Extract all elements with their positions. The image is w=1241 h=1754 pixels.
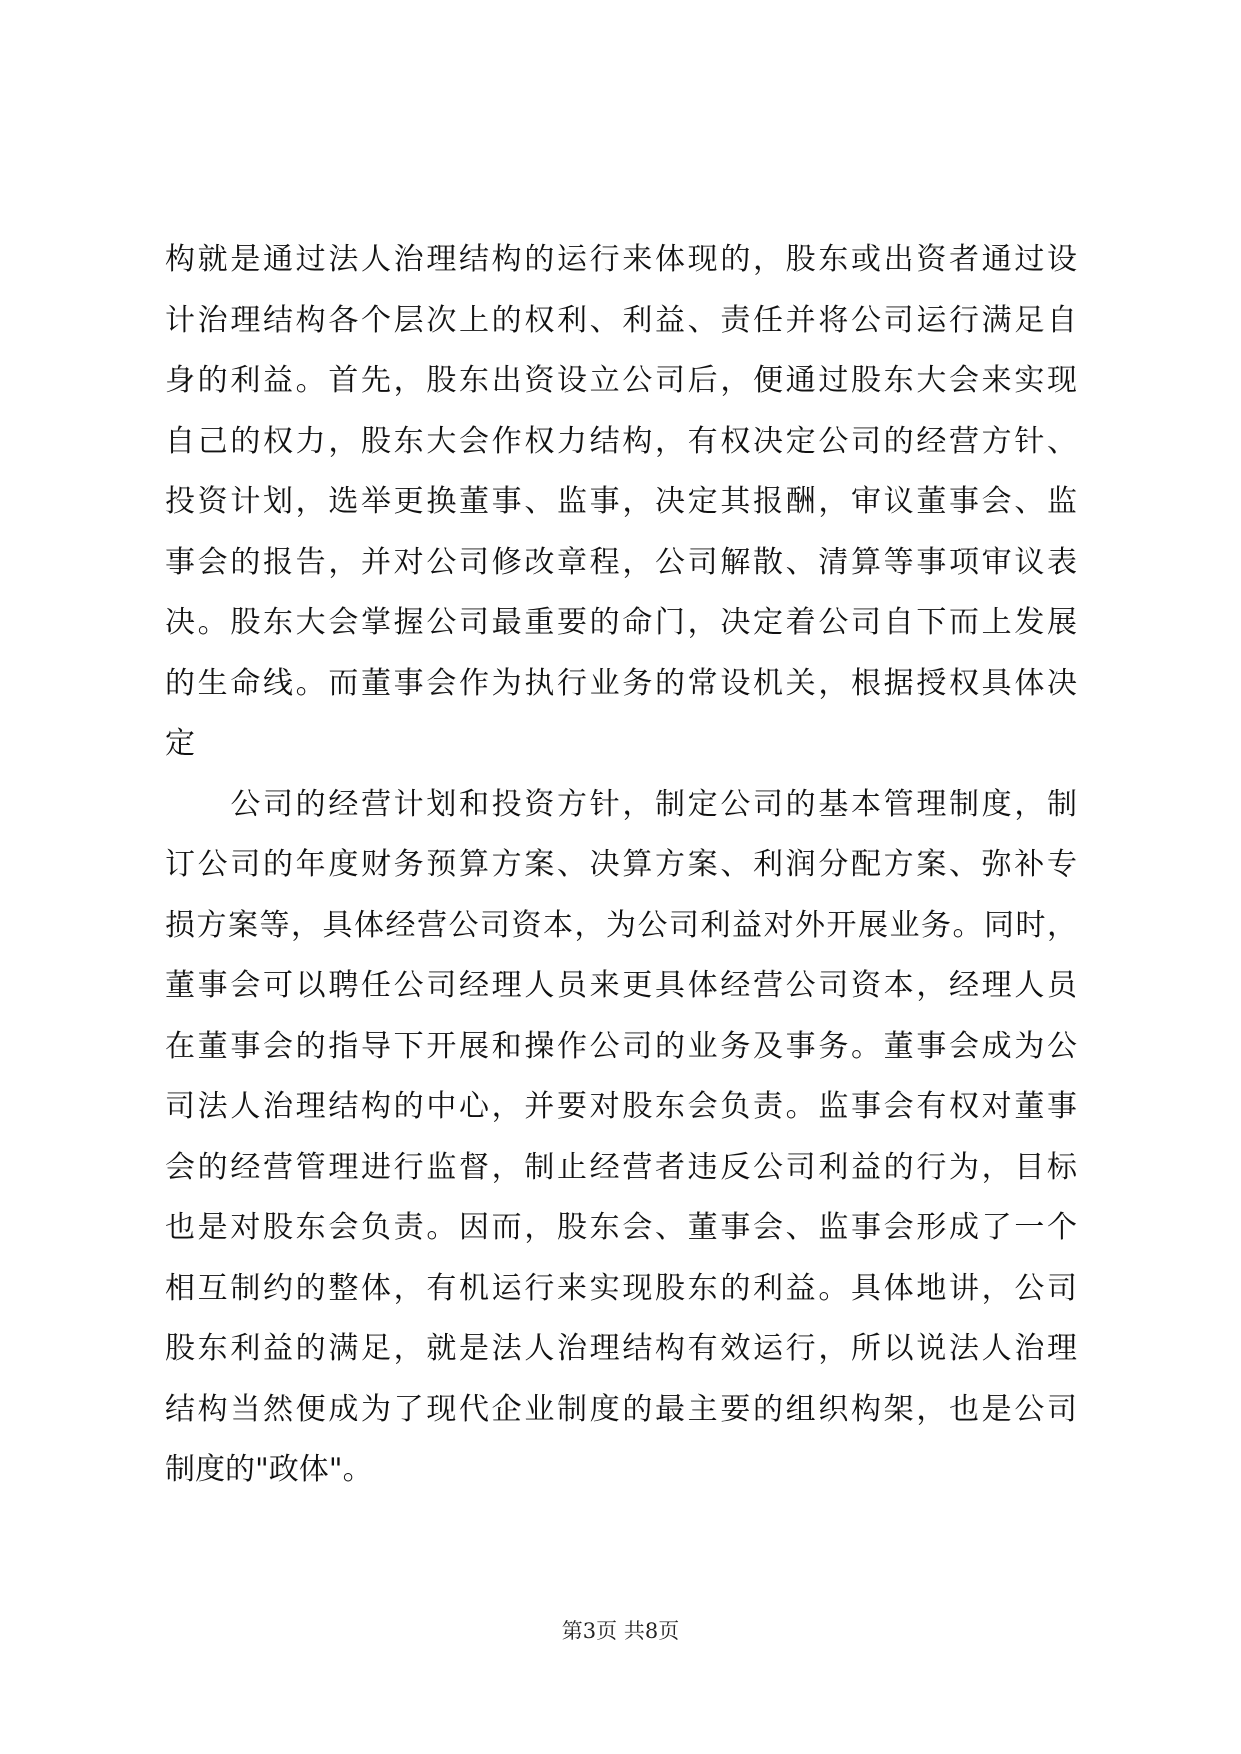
page-footer bbox=[0, 1616, 1241, 1646]
text-line: 股东利益的满足，就是法人治理结构有效运行，所以说法人治理 bbox=[165, 1331, 1077, 1366]
text-line: 构就是通过法人治理结构的运行来体现的，股东或出资者通过设 bbox=[165, 242, 1077, 277]
text-line: 投资计划，选举更换董事、监事，决定其报酬，审议董事会、监 bbox=[165, 484, 1077, 519]
text-line: 的生命线。而董事会作为执行业务的常设机关，根据授权具体决 bbox=[165, 665, 1077, 701]
text-line: 公司的经营计划和投资方针，制定公司的基本管理制度，制 bbox=[165, 786, 1077, 822]
text-line: 制度的"政体"。 bbox=[165, 1452, 373, 1487]
text-line: 身的利益。首先，股东出资设立公司后，便通过股东大会来实现 bbox=[165, 363, 1077, 398]
text-line: 会的经营管理进行监督，制止经营者违反公司利益的行为，目标 bbox=[165, 1149, 1077, 1185]
text-line: 事会的报告，并对公司修改章程，公司解散、清算等事项审议表 bbox=[165, 544, 1077, 580]
body-text bbox=[165, 230, 1077, 1501]
text-line: 定 bbox=[165, 726, 195, 761]
text-line: 司法人治理结构的中心，并要对股东会负责。监事会有权对董事 bbox=[165, 1089, 1077, 1124]
text-line: 自己的权力，股东大会作权力结构，有权决定公司的经营方针、 bbox=[165, 423, 1077, 459]
page-number: 第3页 共8页 bbox=[561, 1619, 680, 1643]
text-line: 决。股东大会掌握公司最重要的命门，决定着公司自下而上发展 bbox=[165, 605, 1077, 640]
text-line: 损方案等，具体经营公司资本，为公司利益对外开展业务。同时， bbox=[165, 907, 1077, 943]
text-line: 也是对股东会负责。因而，股东会、董事会、监事会形成了一个 bbox=[165, 1210, 1077, 1245]
text-line: 相互制约的整体，有机运行来实现股东的利益。具体地讲，公司 bbox=[165, 1270, 1077, 1306]
text-line: 计治理结构各个层次上的权利、利益、责任并将公司运行满足自 bbox=[165, 302, 1077, 338]
text-line: 在董事会的指导下开展和操作公司的业务及事务。董事会成为公 bbox=[165, 1028, 1077, 1064]
text-line: 董事会可以聘任公司经理人员来更具体经营公司资本，经理人员 bbox=[165, 968, 1077, 1003]
text-line: 结构当然便成为了现代企业制度的最主要的组织构架，也是公司 bbox=[165, 1391, 1077, 1427]
text-line: 订公司的年度财务预算方案、决算方案、利润分配方案、弥补专 bbox=[165, 847, 1077, 882]
